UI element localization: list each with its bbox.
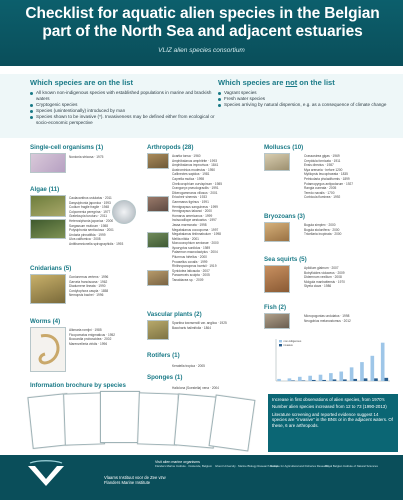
species-entry: Crepidula fornicata · 1911 — [304, 158, 341, 163]
species-list-worms — [69, 328, 115, 346]
algae-photo-2 — [30, 219, 66, 239]
chart-bar-non-indigenous — [381, 343, 385, 381]
species-entry: Chelicorophium curvispinum · 1985 — [172, 181, 222, 186]
species-entry: Gonionemus vertens · 1996 — [69, 275, 109, 279]
species-entry: Palaemon macrodactylus · 2004 — [172, 250, 218, 255]
species-entry: Homarus americanus · 1999 — [172, 213, 213, 218]
brochure-title: Information brochure by species — [30, 382, 126, 389]
species-list-molluscs — [304, 154, 353, 200]
brochure-page — [100, 391, 140, 443]
species-entry: Amphibalanus amphitrite · 1993 — [172, 158, 218, 163]
species-list-arthropods — [172, 154, 222, 283]
chart-bar-non-indigenous — [350, 367, 354, 381]
species-entry: Aplidium glabrum · 2007 — [304, 266, 339, 270]
species-entry: Neogobius melanostomus · 2012 — [304, 318, 351, 323]
institute-line: Vlaams Instituut voor de Zee vzw — [104, 475, 166, 480]
group-title-single-cell: Single-cell organisms (1) — [30, 144, 104, 151]
group-title-sea-squirts: Sea squirts (5) — [264, 256, 307, 263]
chart-bar-non-indigenous — [308, 376, 312, 381]
single-cell-photo — [30, 153, 66, 173]
species-list-sea-squirts — [304, 266, 345, 289]
brochure-page — [137, 392, 179, 445]
species-entry: Molgula manhattensis · 1970 — [304, 279, 345, 284]
species-entry: Caulacanthus ustulatus · 2011 — [69, 196, 112, 200]
species-entry: Haliclona (Soestella) xena · 2004 — [172, 386, 219, 390]
species-entry: Austrominius modestus · 1950 — [172, 167, 216, 172]
chart-bar-non-indigenous — [360, 362, 364, 381]
plant-photo — [147, 320, 169, 340]
chart-bar-invasive — [385, 378, 389, 381]
species-list-bryozoans — [304, 223, 341, 237]
species-entry: Undaria pinnatifida · 1999 — [69, 232, 106, 237]
footer-partner: Institute for Agricultural and Fisheries Research — [270, 464, 329, 468]
species-list-single-cell — [69, 155, 103, 160]
species-entry: Megabalanus tintinnabulum · 1998 — [172, 232, 221, 237]
species-entry: Boccardia proboscidea · 2002 — [69, 337, 112, 342]
on-list-column — [30, 78, 215, 126]
heading-not: not — [285, 78, 298, 87]
species-entry: Styela clava · 1986 — [304, 284, 332, 289]
brochure-page — [63, 392, 105, 445]
list-item: Fresh water species — [218, 96, 403, 102]
species-entry: Cordylophora caspia · 1858 — [69, 288, 109, 293]
species-entry: Megabalanus coccopoma · 1997 — [172, 227, 219, 232]
species-entry: Acartia tonsa · 1960 — [172, 154, 201, 158]
species-entry: Sargassum muticum · 1988 — [69, 223, 108, 228]
chart-legend-swatch — [279, 344, 282, 346]
species-entry: Callinectes sapidus · 1981 — [172, 172, 210, 177]
species-entry: Hemigrapsus takanoi · 2000 — [172, 209, 212, 214]
species-entry: Grateloupia turuturu · 2011 — [69, 214, 108, 219]
institute-line: Flanders Marine Institute — [104, 480, 151, 485]
species-entry: Marenzelleria viridis · 1996 — [69, 341, 108, 346]
chart-legend-label: non-indigenous — [283, 340, 302, 344]
chart-bar-invasive — [291, 380, 295, 381]
list-item: Species shown to be invasive (*). Invasiveness may be defined either from ecological or socio-economic perspective — [30, 114, 215, 126]
group-title-bryozoans: Bryozoans (3) — [264, 213, 305, 220]
chart-bar-invasive — [374, 378, 378, 381]
chart-legend-swatch — [279, 340, 282, 342]
visit-text: Visit alien marine organisms — [155, 460, 200, 464]
species-entry: Mya arenaria · before 1200 — [304, 167, 343, 172]
worm-photo — [30, 327, 66, 372]
species-entry: Polysiphonia senticulosa · 2001 — [69, 228, 114, 233]
species-entry: Crangonyx pseudogracilis · 1991 — [172, 186, 219, 191]
chart-bar-non-indigenous — [371, 356, 375, 381]
not-on-list-heading — [218, 78, 403, 87]
species-entry: Dikerogammarus villosus · 2001 — [172, 190, 218, 195]
chart-bar-invasive — [343, 379, 347, 381]
species-list-cnidarians — [69, 275, 108, 298]
species-entry: Tricellaria inopinata · 2000 — [304, 232, 342, 237]
on-list-heading: Which species are on the list — [30, 78, 133, 87]
species-entry: Garveia franciscana · 1962 — [69, 279, 108, 284]
group-title-arthropods: Arthropods (28) — [147, 144, 194, 151]
not-on-list-column — [218, 78, 403, 108]
species-entry: Baccharis halimifolia · 1864 — [172, 325, 211, 330]
poster-header — [0, 0, 403, 66]
criteria-band — [0, 74, 403, 138]
list-item: All known non-indigenous species with established populations in marine and brackish waters — [30, 90, 215, 102]
chart-bar-invasive — [353, 379, 357, 381]
species-entry: Mytilopsis leucophaeata · 1835 — [304, 172, 348, 177]
species-entry: Corbicula fluminea · 1992 — [304, 195, 341, 200]
chart-bar-non-indigenous — [277, 379, 281, 381]
species-entry: Ensis directus · 1987 — [304, 163, 334, 168]
species-entry: Potamopyrgus antipodarum · 1927 — [304, 181, 354, 186]
arthropod-photo-4 — [147, 270, 169, 286]
species-list-rotifers — [172, 364, 205, 369]
species-entry: Synidotea laticauda · 2007 — [172, 268, 210, 273]
species-list-sponges — [172, 386, 219, 391]
species-entry: Diadumene lineata · 1990 — [69, 284, 106, 289]
sea-squirt-photo — [264, 265, 290, 293]
alien-species-trend-chart — [268, 335, 393, 387]
chart-bar-non-indigenous — [319, 375, 323, 381]
species-entry: Alkmaria romijni · 1985 — [69, 328, 102, 332]
on-list-items — [30, 90, 215, 126]
group-title-rotifers: Rotifers (1) — [147, 352, 180, 359]
species-entry: Heterosiphonia japonica · 2000 — [69, 218, 114, 223]
heading-part: Which species are — [218, 78, 286, 87]
species-entry: Pilumnus hirtellus · 2000 — [172, 255, 207, 260]
summary-panel — [268, 394, 398, 452]
species-entry: Micropogonias undulatus · 1998 — [304, 314, 350, 318]
group-title-fish: Fish (2) — [264, 304, 287, 311]
species-entry: Bugula stolonifera · 2000 — [304, 227, 340, 232]
species-entry: Rangia cuneata · 2005 — [304, 186, 337, 191]
species-entry: Incisocalliope aestuarius · 1997 — [172, 218, 217, 223]
footer-partner: Ghent University · Marine Biology Research Group — [215, 464, 278, 468]
mollusc-photo — [264, 153, 290, 171]
species-entry: Amphibalanus improvisus · 1841 — [172, 163, 219, 168]
summary-text-1: Increase in first observations of alien species, from 1970's — [272, 397, 385, 402]
not-on-list-items — [218, 90, 403, 108]
group-title-vascular-plants: Vascular plants (2) — [147, 311, 202, 318]
species-entry: Ulva californica · 2008 — [69, 237, 101, 242]
species-entry: Paracerceis sculpta · 2005 — [172, 273, 210, 278]
species-entry: Ilyocryptus sordidus · 1989 — [172, 245, 211, 250]
brochure-page — [209, 394, 256, 451]
chart-bar-non-indigenous — [288, 378, 292, 381]
worm-illustration-icon — [31, 328, 67, 373]
species-entry: Hemigrapsus sanguineus · 1999 — [172, 204, 218, 209]
chart-bar-invasive — [333, 379, 337, 381]
chart-bar-invasive — [364, 378, 368, 381]
species-entry: Keratella tropica · 2005 — [172, 364, 205, 368]
species-entry: Dasysiphonia japonica · 1993 — [69, 200, 111, 205]
footer-partner: Flanders Marine Institute · Oostende, Belgium — [155, 464, 213, 468]
summary-text-3: Literature screening and reported evidence suggest 14 species are "invasive" in the BNS or in the adjacent waters. Of these, 6 are arthropods. — [272, 411, 393, 428]
group-title-molluscs: Molluscs (10) — [264, 144, 304, 151]
species-entry: Eriocheir sinensis · 1933 — [172, 195, 207, 200]
heading-part: on the list — [297, 78, 335, 87]
poster-footer — [0, 455, 403, 500]
institute-name — [104, 475, 166, 485]
list-item: Species (unintentionally) introduced by man — [30, 108, 215, 114]
species-entry: Melita nitida · 2001 — [172, 236, 199, 241]
group-title-algae: Algae (11) — [30, 186, 60, 193]
group-title-sponges: Sponges (1) — [147, 374, 183, 381]
list-item: Cryptogenic species — [30, 102, 215, 108]
chart-legend-label: invasive — [283, 344, 293, 348]
species-entry: Crassostrea gigas · 1969 — [304, 154, 340, 158]
group-title-cnidarians: Cnidarians (5) — [30, 265, 72, 272]
poster-title: Checklist for aquatic alien species in the Belgian part of the North Sea and adjacent estuaries — [25, 5, 380, 40]
species-list-vascular-plants — [172, 321, 227, 330]
chart-bar-non-indigenous — [298, 377, 302, 381]
chart-bar-non-indigenous — [329, 373, 333, 381]
arthropod-photo-3 — [147, 232, 169, 248]
species-list-fish — [304, 314, 351, 323]
list-item: Species arriving by natural dispersion, e.g. as a consequence of climate change — [218, 102, 403, 108]
chart-bar-non-indigenous — [339, 372, 343, 381]
species-entry: Botrylloides violaceus · 2009 — [304, 270, 345, 275]
poster-subtitle: VLIZ alien species consortium — [158, 47, 245, 54]
vliz-logo — [26, 460, 66, 492]
chart-bar-invasive — [322, 380, 326, 381]
brochure-pages — [30, 391, 255, 451]
species-entry: Antithamnionella spirographidis · 1993 — [69, 241, 124, 246]
arthropod-photo-1 — [147, 153, 169, 169]
chart-bar-invasive — [302, 380, 306, 381]
species-entry: Petricolaria pholadiformis · 1899 — [304, 176, 350, 181]
species-entry: Proasellus coxalis · 1999 — [172, 259, 208, 264]
species-entry: Didemnum vexillum · 2008 — [304, 275, 342, 280]
species-entry: Ficopomatus enigmaticus · 1952 — [69, 332, 116, 337]
species-entry: Rhithropanopeus harrisii · 1919 — [172, 264, 217, 269]
species-entry: Caprella mutica · 1998 — [172, 176, 205, 181]
species-entry: Monocorophium sextonae · 2000 — [172, 241, 219, 246]
species-entry: Bugula simplex · 2000 — [304, 223, 336, 227]
species-entry: Nonionia stricosa · 1975 — [69, 155, 104, 159]
species-entry: Codium fragile fragile · 1948 — [69, 205, 110, 210]
species-entry: Colpomenia peregrina · 1977 — [69, 209, 111, 214]
summary-text-2: Number alien species increased from 12 to 73 (1990-2013) — [272, 404, 387, 410]
list-item: Vagrant species — [218, 90, 403, 96]
cnidarian-photo — [30, 274, 66, 304]
chart-bar-invasive — [312, 380, 316, 381]
species-entry: Gammarus tigrinus · 1991 — [172, 199, 209, 204]
fish-photo — [264, 313, 290, 329]
species-entry: Teredo navalis · 1700 — [304, 190, 335, 195]
algae-microscope-photo — [112, 200, 136, 224]
bryozoan-photo — [264, 222, 290, 242]
species-entry: Nemopsis bachei · 1996 — [69, 293, 104, 298]
arthropod-photo-2 — [147, 196, 169, 212]
algae-photo — [30, 195, 66, 217]
species-entry: Spartina townsendii var. anglica · 1925 — [172, 321, 227, 325]
footer-partner: Royal Belgian Institute of Natural Sciences — [325, 464, 378, 468]
species-entry: Jassa marmorata · 1998 — [172, 222, 207, 227]
species-entry: Tanaidacea sp. · 2009 — [172, 278, 204, 283]
group-title-worms: Worms (4) — [30, 318, 61, 325]
